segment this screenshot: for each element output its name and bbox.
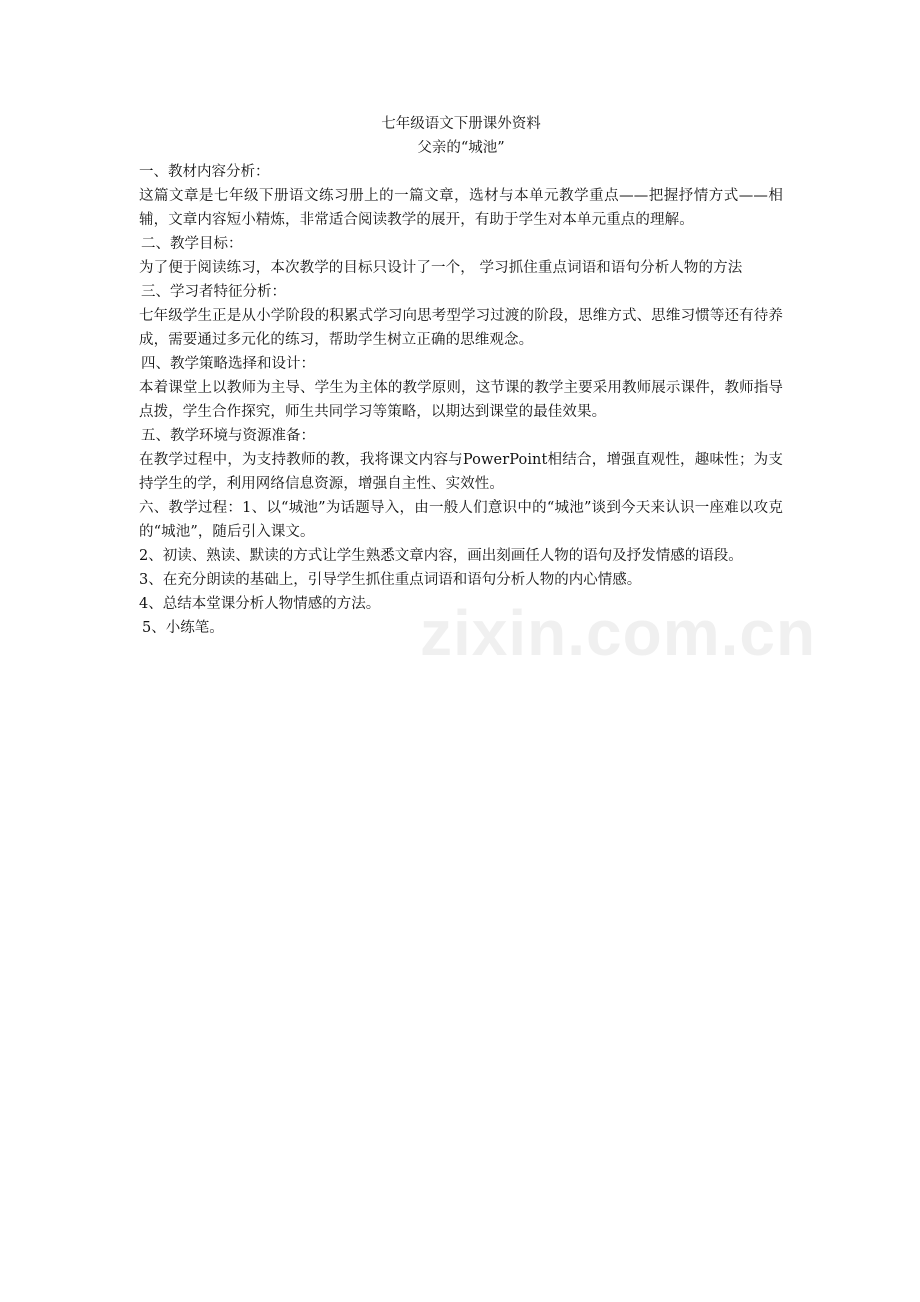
document-title: 父亲的“城池” xyxy=(417,140,505,156)
section-body: 在教学过程中，为支持教师的教，我将课文内容与PowerPoint相结合，增强直观性，趣味性；为支持学生的学，利用网络信息资源，增强自主性、实效性。 xyxy=(139,452,783,492)
section-heading: 三、学习者特征分析： xyxy=(141,284,286,300)
section-heading: 一、教材内容分析： xyxy=(139,164,270,180)
process-step: 5、小练笔。 xyxy=(142,620,224,636)
process-step: 3、在充分朗读的基础上，引导学生抓住重点词语和语句分析人物的内心情感。 xyxy=(139,572,642,588)
section-heading: 四、教学策略选择和设计： xyxy=(141,356,315,372)
section-heading: 五、教学环境与资源准备： xyxy=(141,428,315,444)
section-body: 七年级学生正是从小学阶段的积累式学习向思考型学习过渡的阶段，思维方式、思维习惯等还有待养成，需要通过多元化的练习，帮助学生树立正确的思维观念。 xyxy=(139,308,783,348)
process-step: 4、总结本堂课分析人物情感的方法。 xyxy=(139,596,381,612)
watermark: zixin.com.cn xyxy=(420,597,817,669)
section-body: 为了便于阅读练习，本次教学的目标只设计了一个， 学习抓住重点词语和语句分析人物的方法 xyxy=(139,260,743,276)
section-heading: 二、教学目标： xyxy=(141,236,243,252)
document-header: 七年级语文下册课外资料 xyxy=(381,116,541,132)
process-intro: 六、教学过程：1、以“城池”为话题导入，由一般人们意识中的“城池”谈到今天来认识一座难以攻克的“城池”，随后引入课文。 xyxy=(139,500,783,540)
process-step: 2、初读、熟读、默读的方式让学生熟悉文章内容，画出刻画任人物的语句及抒发情感的语段。 xyxy=(139,548,743,564)
section-body: 本着课堂上以教师为主导、学生为主体的教学原则，这节课的教学主要采用教师展示课件，教师指导点拨，学生合作探究，师生共同学习等策略，以期达到课堂的最佳效果。 xyxy=(139,380,783,420)
document-content xyxy=(139,112,783,640)
section-body: 这篇文章是七年级下册语文练习册上的一篇文章，选材与本单元教学重点——把握抒情方式——相辅，文章内容短小精炼，非常适合阅读教学的展开，有助于学生对本单元重点的理解。 xyxy=(139,188,783,228)
